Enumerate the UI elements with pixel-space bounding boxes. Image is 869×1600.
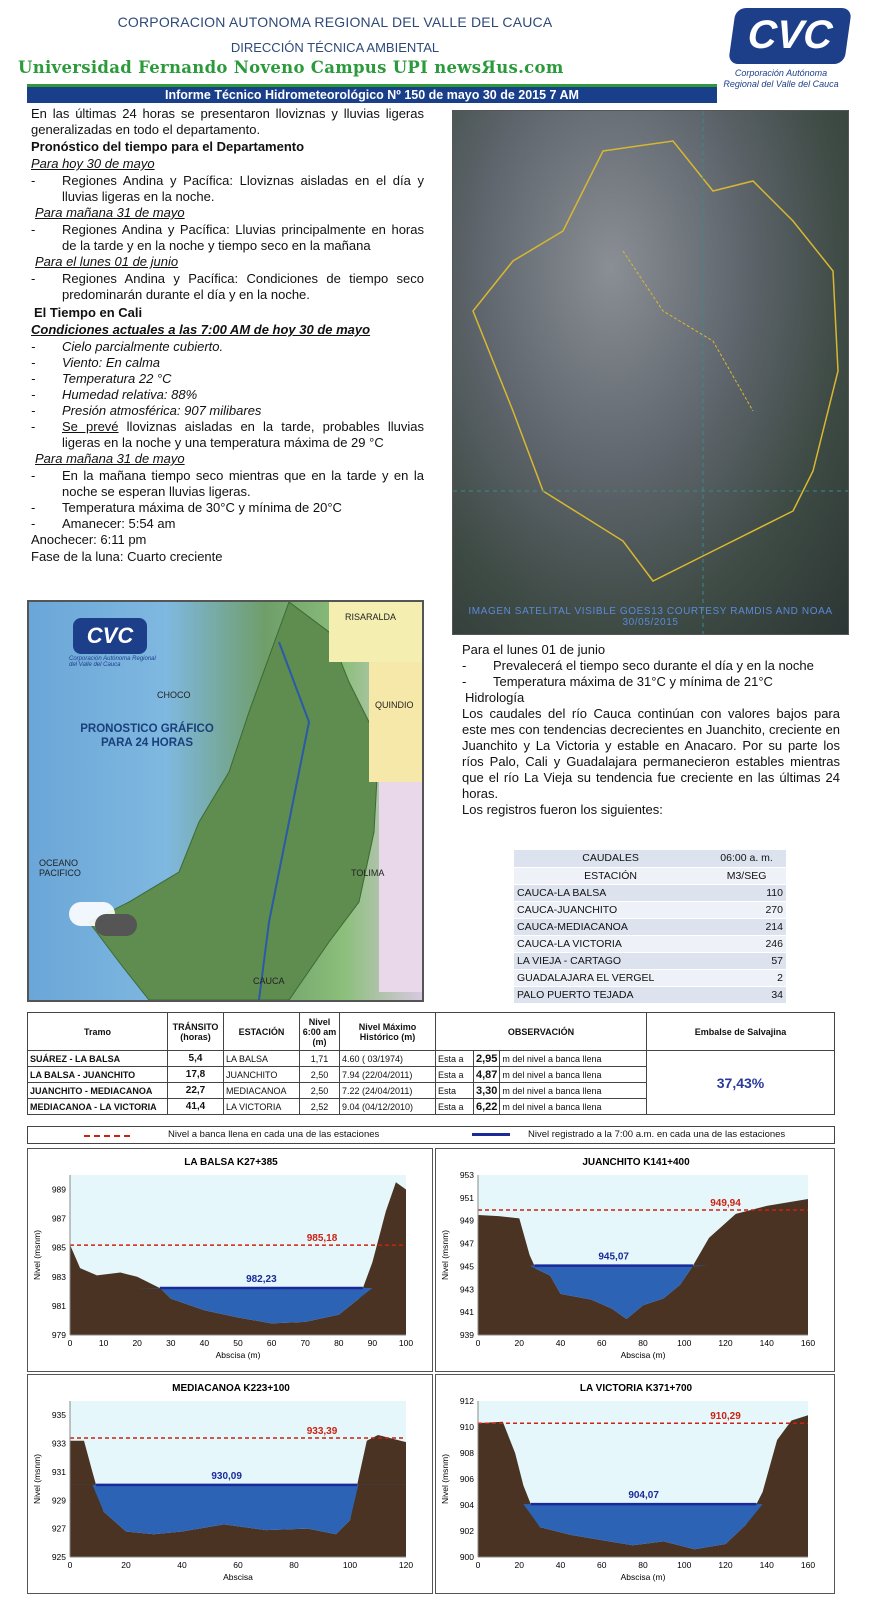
obs-cell: Esta a bbox=[436, 1099, 474, 1115]
table-row bbox=[514, 918, 786, 935]
chart-mediacanoa bbox=[27, 1374, 433, 1594]
list-item bbox=[31, 173, 424, 205]
x-tick-label: 20 bbox=[121, 1560, 131, 1570]
label-quindio: QUINDIO bbox=[375, 700, 414, 710]
x-tick-label: 100 bbox=[342, 1560, 358, 1570]
x-tick-label: 20 bbox=[514, 1560, 524, 1570]
y-tick-label: 902 bbox=[459, 1526, 474, 1536]
y-tick-label: 925 bbox=[51, 1552, 66, 1562]
right-item: Prevalecerá el tiempo seco durante el día y en la noche bbox=[493, 658, 814, 673]
level-cell: 2,52 bbox=[300, 1099, 340, 1115]
y-tick-label: 931 bbox=[51, 1466, 66, 1477]
flow-cell: 214 bbox=[707, 918, 786, 935]
tomorrow-forecast: Regiones Andina y Pacífica: Lluvias principalmente en horas de la tarde y en la noche y tiempo seco en la mañana bbox=[62, 222, 424, 253]
chart-la-victoria bbox=[435, 1374, 835, 1594]
legend bbox=[27, 1126, 835, 1144]
list-item bbox=[31, 516, 424, 532]
cali-title: El Tiempo en Cali bbox=[34, 305, 143, 320]
x-tick-label: 120 bbox=[718, 1338, 733, 1348]
y-tick-label: 951 bbox=[459, 1192, 474, 1203]
y-tick-label: 983 bbox=[51, 1271, 66, 1282]
y-axis-label: Nivel (msnm) bbox=[32, 1229, 42, 1281]
table-header: CAUDALES bbox=[514, 850, 707, 867]
x-tick-label: 20 bbox=[132, 1338, 142, 1348]
chart-title: LA BALSA K27+385 bbox=[184, 1157, 278, 1168]
dash: - bbox=[31, 419, 36, 434]
station-cell: CAUCA-JUANCHITO bbox=[514, 901, 707, 918]
y-tick-label: 912 bbox=[459, 1396, 474, 1406]
x-tick-label: 40 bbox=[199, 1338, 210, 1348]
right-column bbox=[462, 642, 840, 818]
x-tick-label: 140 bbox=[759, 1560, 774, 1570]
table-row bbox=[514, 986, 786, 1003]
caption-line1: IMAGEN SATELITAL VISIBLE GOES13 COURTESY RAMDIS AND NOAA bbox=[468, 606, 833, 617]
dash: - bbox=[31, 403, 36, 418]
obs-text: m del nivel a banca llena bbox=[500, 1083, 647, 1099]
tomorrow-heading: Para mañana 31 de mayo bbox=[35, 205, 185, 220]
obs-value: 2,95 bbox=[474, 1051, 500, 1067]
x-tick-label: 120 bbox=[718, 1560, 733, 1570]
flow-cell: 34 bbox=[707, 986, 786, 1003]
preve-label: Se prevé bbox=[62, 419, 119, 434]
x-tick-label: 100 bbox=[677, 1560, 692, 1570]
salvajina-value: 37,43% bbox=[647, 1051, 835, 1115]
left-column bbox=[31, 106, 424, 566]
satellite-image bbox=[452, 110, 849, 635]
x-tick-label: 80 bbox=[638, 1338, 648, 1348]
label-ocean bbox=[39, 858, 81, 878]
x-tick-label: 20 bbox=[514, 1338, 524, 1348]
obs-text: m del nivel a banca llena bbox=[500, 1067, 647, 1083]
hydrology-title: Hidrología bbox=[465, 690, 525, 705]
logo-sub-line2: Regional del Valle del Cauca bbox=[723, 79, 839, 89]
y-tick-label: 943 bbox=[459, 1284, 474, 1295]
table-row bbox=[28, 1051, 835, 1067]
header-direction: DIRECCIÓN TÉCNICA AMBIENTAL bbox=[230, 40, 440, 55]
table-row bbox=[514, 901, 786, 918]
y-axis-label: Nivel (msnm) bbox=[440, 1453, 450, 1505]
x-axis-label: Abscisa (m) bbox=[620, 1350, 666, 1360]
chart-title: JUANCHITO K141+400 bbox=[582, 1157, 690, 1168]
table-header: OBSERVACIÓN bbox=[436, 1013, 647, 1051]
bankfull-label: 933,39 bbox=[306, 1426, 338, 1438]
station-cell: JUANCHITO bbox=[224, 1067, 300, 1083]
right-monday-heading: Para el lunes 01 de junio bbox=[462, 642, 606, 657]
obs-value: 3,30 bbox=[474, 1083, 500, 1099]
x-tick-label: 10 bbox=[98, 1338, 109, 1348]
today-forecast: Regiones Andina y Pacífica: Lloviznas aisladas en el día y lluvias ligeras en la noche. bbox=[62, 173, 424, 204]
x-tick-label: 100 bbox=[398, 1338, 414, 1348]
flow-cell: 270 bbox=[707, 901, 786, 918]
historic-cell: 7.94 (22/04/2011) bbox=[340, 1067, 436, 1083]
satellite-caption bbox=[453, 606, 848, 628]
table-header: ESTACIÓN bbox=[514, 867, 707, 884]
conditions-title: Condiciones actuales a las 7:00 AM de hoy 30 de mayo bbox=[31, 322, 371, 337]
table-header-row bbox=[28, 1013, 835, 1051]
bankfull-label: 985,18 bbox=[306, 1233, 338, 1245]
table-header: Nivel 6:00 am (m) bbox=[300, 1013, 340, 1051]
dash: - bbox=[31, 387, 36, 402]
transit-cell: 41,4 bbox=[168, 1099, 224, 1115]
legend-red-label: Nivel a banca llena en cada una de las estaciones bbox=[168, 1129, 380, 1140]
x-axis-label: Abscisa (m) bbox=[215, 1350, 261, 1360]
list-item bbox=[462, 674, 840, 690]
dash: - bbox=[31, 371, 36, 386]
x-tick-label: 0 bbox=[475, 1560, 481, 1570]
header-org: CORPORACION AUTONOMA REGIONAL DEL VALLE DEL CAUCA bbox=[117, 14, 553, 30]
report-banner: Informe Técnico Hidrometeorológico Nº 150 de mayo 30 de 2015 7 AM bbox=[27, 84, 717, 103]
list-item bbox=[31, 271, 424, 303]
y-tick-label: 947 bbox=[459, 1238, 474, 1249]
y-tick-label: 935 bbox=[51, 1410, 66, 1421]
preve-text: lloviznas aisladas en la tarde, probables lluvias ligeras en la noche y una temperatura máxima de 29 °C bbox=[62, 419, 424, 450]
y-tick-label: 979 bbox=[51, 1330, 66, 1340]
map-title-line2: PARA 24 HORAS bbox=[100, 737, 194, 749]
y-axis-label: Nivel (msnm) bbox=[32, 1453, 42, 1505]
bankfull-label: 910,29 bbox=[710, 1411, 741, 1423]
list-item bbox=[31, 419, 424, 451]
chart-title: LA VICTORIA K371+700 bbox=[579, 1383, 693, 1394]
x-axis-label: Abscisa bbox=[223, 1572, 253, 1582]
hydrology-text: Los caudales del río Cauca continúan con valores bajos para este mes con tendencias decrecientes en Juanchito, creciente en Juanchito y La Victoria y estable en Anacaro. Por su parte los ríos Palo, Cali y Guadalajara permanecieron estables mientras que el río La Vieja su tendencia fue creciente en las últimas 24 horas. bbox=[462, 706, 840, 801]
dash: - bbox=[31, 355, 36, 370]
x-tick-label: 160 bbox=[800, 1560, 816, 1570]
dash: - bbox=[31, 173, 36, 188]
water-level-label: 945,07 bbox=[598, 1251, 629, 1263]
table-header-row bbox=[514, 867, 786, 884]
y-tick-label: 929 bbox=[51, 1495, 66, 1506]
flow-cell: 110 bbox=[707, 884, 786, 901]
x-tick-label: 100 bbox=[677, 1338, 692, 1348]
dash: - bbox=[31, 468, 36, 483]
list-item bbox=[31, 403, 424, 419]
x-axis-label: Abscisa (m) bbox=[620, 1572, 666, 1582]
flow-cell: 246 bbox=[707, 935, 786, 952]
reach-cell: LA BALSA - JUANCHITO bbox=[28, 1067, 168, 1083]
flow-cell: 57 bbox=[707, 952, 786, 969]
water-level-label: 904,07 bbox=[628, 1490, 659, 1502]
y-tick-label: 987 bbox=[51, 1213, 66, 1224]
label-choco: CHOCO bbox=[157, 690, 191, 700]
y-tick-label: 945 bbox=[459, 1261, 474, 1272]
dash: - bbox=[31, 222, 36, 237]
x-tick-label: 60 bbox=[597, 1560, 607, 1570]
reach-cell: SUÁREZ - LA BALSA bbox=[28, 1051, 168, 1067]
list-item bbox=[31, 339, 424, 355]
map-cvc-logo: CVC bbox=[73, 618, 147, 654]
obs-text: m del nivel a banca llena bbox=[500, 1099, 647, 1115]
label-cauca: CAUCA bbox=[253, 976, 285, 986]
condition-humidity: Humedad relativa: 88% bbox=[62, 387, 198, 402]
today-heading: Para hoy 30 de mayo bbox=[31, 156, 155, 171]
tomorrow2-item: Temperatura máxima de 30°C y mínima de 20°C bbox=[62, 500, 342, 515]
table-row bbox=[514, 884, 786, 901]
water-level-label: 982,23 bbox=[246, 1274, 277, 1286]
legend-red-line bbox=[84, 1135, 130, 1137]
header-university: Universidad Fernando Noveno Campus UPI newsЯus.com bbox=[18, 58, 564, 77]
historic-cell: 9.04 (04/12/2010) bbox=[340, 1099, 436, 1115]
x-tick-label: 80 bbox=[638, 1560, 648, 1570]
tomorrow2-item: En la mañana tiempo seco mientras que en la tarde y en la noche se esperan lluvias ligeras. bbox=[62, 468, 424, 499]
y-tick-label: 985 bbox=[51, 1242, 66, 1253]
condition-temp: Temperatura 22 °C bbox=[62, 371, 172, 386]
reach-table bbox=[27, 1012, 835, 1115]
y-tick-label: 933 bbox=[51, 1438, 66, 1449]
station-cell: LA VICTORIA bbox=[224, 1099, 300, 1115]
condition-wind: Viento: En calma bbox=[62, 355, 161, 370]
transit-cell: 5,4 bbox=[168, 1051, 224, 1067]
station-cell: CAUCA-LA BALSA bbox=[514, 884, 707, 901]
x-tick-label: 70 bbox=[300, 1338, 310, 1348]
records-intro: Los registros fueron los siguientes: bbox=[462, 802, 663, 817]
table-header: Tramo bbox=[28, 1013, 168, 1051]
station-cell: CAUCA-LA VICTORIA bbox=[514, 935, 707, 952]
y-tick-label: 900 bbox=[459, 1552, 474, 1562]
level-cell: 1,71 bbox=[300, 1051, 340, 1067]
list-item bbox=[31, 387, 424, 403]
historic-cell: 4.60 ( 03/1974) bbox=[340, 1051, 436, 1067]
rain-cloud-icon bbox=[95, 914, 137, 936]
obs-cell: Esta bbox=[436, 1083, 474, 1099]
label-tolima: TOLIMA bbox=[351, 868, 385, 878]
flows-table bbox=[514, 850, 786, 1004]
table-header: TRÁNSITO (horas) bbox=[168, 1013, 224, 1051]
ocean-line2: PACIFICO bbox=[39, 868, 81, 878]
x-tick-label: 0 bbox=[67, 1560, 73, 1570]
map-logo-sub: Corporación Autónoma Regional del Valle del Cauca bbox=[69, 656, 156, 668]
table-row bbox=[514, 952, 786, 969]
right-item: Temperatura máxima de 31°C y mínima de 21°C bbox=[493, 674, 773, 689]
x-tick-label: 60 bbox=[597, 1338, 607, 1348]
reach-cell: JUANCHITO - MEDIACANOA bbox=[28, 1083, 168, 1099]
obs-text: m del nivel a banca llena bbox=[500, 1051, 647, 1067]
flow-cell: 2 bbox=[707, 969, 786, 986]
caption-line2: 30/05/2015 bbox=[622, 617, 679, 628]
table-header: Embalse de Salvajina bbox=[647, 1013, 835, 1051]
station-cell: LA VIEJA - CARTAGO bbox=[514, 952, 707, 969]
legend-blue-label: Nivel registrado a la 7:00 a.m. en cada una de las estaciones bbox=[528, 1129, 786, 1140]
historic-cell: 7.22 (24/04/2011) bbox=[340, 1083, 436, 1099]
chart-title: MEDIACANOA K223+100 bbox=[172, 1383, 290, 1394]
ocean-line1: OCEANO bbox=[39, 858, 79, 868]
legend-blue-line bbox=[472, 1133, 510, 1136]
transit-cell: 22,7 bbox=[168, 1083, 224, 1099]
label-risaralda: RISARALDA bbox=[345, 612, 397, 622]
station-cell: PALO PUERTO TEJADA bbox=[514, 986, 707, 1003]
obs-cell: Esta a bbox=[436, 1067, 474, 1083]
dash: - bbox=[31, 339, 36, 354]
x-tick-label: 30 bbox=[166, 1338, 176, 1348]
dash: - bbox=[31, 500, 36, 515]
moon-phase: Fase de la luna: Cuarto creciente bbox=[31, 549, 223, 564]
dash: - bbox=[31, 516, 36, 531]
station-cell: GUADALAJARA EL VERGEL bbox=[514, 969, 707, 986]
x-tick-label: 0 bbox=[67, 1338, 73, 1348]
table-row bbox=[514, 969, 786, 986]
y-tick-label: 989 bbox=[51, 1184, 66, 1195]
list-item bbox=[31, 355, 424, 371]
satellite-borders bbox=[453, 111, 849, 635]
table-row bbox=[514, 935, 786, 952]
y-tick-label: 953 bbox=[459, 1170, 474, 1180]
cvc-logo-text: CVC bbox=[746, 13, 834, 57]
x-tick-label: 40 bbox=[555, 1560, 566, 1570]
y-tick-label: 981 bbox=[51, 1300, 66, 1311]
obs-value: 4,87 bbox=[474, 1067, 500, 1083]
list-item bbox=[31, 371, 424, 387]
level-cell: 2,50 bbox=[300, 1067, 340, 1083]
cvc-logo-subtitle bbox=[716, 68, 846, 90]
y-tick-label: 941 bbox=[459, 1307, 474, 1318]
station-cell: CAUCA-MEDIACANOA bbox=[514, 918, 707, 935]
x-tick-label: 80 bbox=[334, 1338, 344, 1348]
station-cell: LA BALSA bbox=[224, 1051, 300, 1067]
table-header: ESTACIÓN bbox=[224, 1013, 300, 1051]
table-header-row bbox=[514, 850, 786, 867]
dash: - bbox=[462, 658, 467, 673]
x-tick-label: 40 bbox=[555, 1338, 566, 1348]
water-level-label: 930,09 bbox=[211, 1470, 242, 1482]
x-tick-label: 120 bbox=[398, 1560, 414, 1570]
y-tick-label: 904 bbox=[459, 1500, 474, 1510]
list-item bbox=[462, 658, 840, 674]
cvc-logo bbox=[728, 8, 852, 64]
dash: - bbox=[462, 674, 467, 689]
station-cell: MEDIACANOA bbox=[224, 1083, 300, 1099]
list-item bbox=[31, 222, 424, 254]
y-axis-label: Nivel (msnm) bbox=[440, 1229, 450, 1281]
map-title bbox=[77, 722, 217, 750]
sunrise-item: Amanecer: 5:54 am bbox=[62, 516, 176, 531]
reach-cell: MEDIACANOA - LA VICTORIA bbox=[28, 1099, 168, 1115]
list-item bbox=[31, 468, 424, 500]
transit-cell: 17,8 bbox=[168, 1067, 224, 1083]
x-tick-label: 40 bbox=[177, 1560, 187, 1570]
forecast-title: Pronóstico del tiempo para el Departamento bbox=[31, 139, 305, 154]
monday-forecast: Regiones Andina y Pacífica: Condiciones de tiempo seco predominarán durante el día y en la noche. bbox=[62, 271, 424, 302]
obs-cell: Esta a bbox=[436, 1051, 474, 1067]
x-tick-label: 160 bbox=[800, 1338, 816, 1348]
chart-juanchito bbox=[435, 1148, 835, 1372]
forecast-map bbox=[27, 600, 424, 1002]
y-tick-label: 949 bbox=[459, 1215, 474, 1226]
logo-sub-line1: Corporación Autónoma bbox=[734, 68, 828, 78]
y-tick-label: 939 bbox=[459, 1330, 474, 1340]
intro-text: En las últimas 24 horas se presentaron lloviznas y lluvias ligeras generalizadas en todo el departamento. bbox=[31, 106, 424, 137]
obs-value: 6,22 bbox=[474, 1099, 500, 1115]
y-tick-label: 908 bbox=[459, 1448, 474, 1458]
bankfull-label: 949,94 bbox=[710, 1197, 741, 1209]
x-tick-label: 60 bbox=[233, 1560, 243, 1570]
chart-la-balsa bbox=[27, 1148, 433, 1372]
table-header: 06:00 a. m. bbox=[707, 850, 786, 867]
list-item bbox=[31, 500, 424, 516]
map-title-line1: PRONOSTICO GRÁFICO bbox=[80, 723, 214, 735]
dash: - bbox=[31, 271, 36, 286]
sunset-text: Anochecer: 6:11 pm bbox=[31, 532, 147, 547]
y-tick-label: 927 bbox=[51, 1523, 66, 1534]
y-tick-label: 910 bbox=[459, 1422, 474, 1432]
x-tick-label: 80 bbox=[289, 1560, 299, 1570]
condition-pressure: Presión atmosférica: 907 milibares bbox=[62, 403, 262, 418]
x-tick-label: 0 bbox=[475, 1338, 481, 1348]
x-tick-label: 140 bbox=[759, 1338, 774, 1348]
condition-sky: Cielo parcialmente cubierto. bbox=[62, 339, 224, 354]
level-cell: 2,50 bbox=[300, 1083, 340, 1099]
table-header: Nivel Máximo Histórico (m) bbox=[340, 1013, 436, 1051]
table-header: M3/SEG bbox=[707, 867, 786, 884]
x-tick-label: 50 bbox=[233, 1338, 243, 1348]
x-tick-label: 90 bbox=[367, 1338, 378, 1348]
monday-heading: Para el lunes 01 de junio bbox=[35, 254, 179, 269]
x-tick-label: 60 bbox=[266, 1338, 277, 1348]
tomorrow2-heading: Para mañana 31 de mayo bbox=[35, 451, 185, 466]
y-tick-label: 906 bbox=[459, 1474, 474, 1484]
